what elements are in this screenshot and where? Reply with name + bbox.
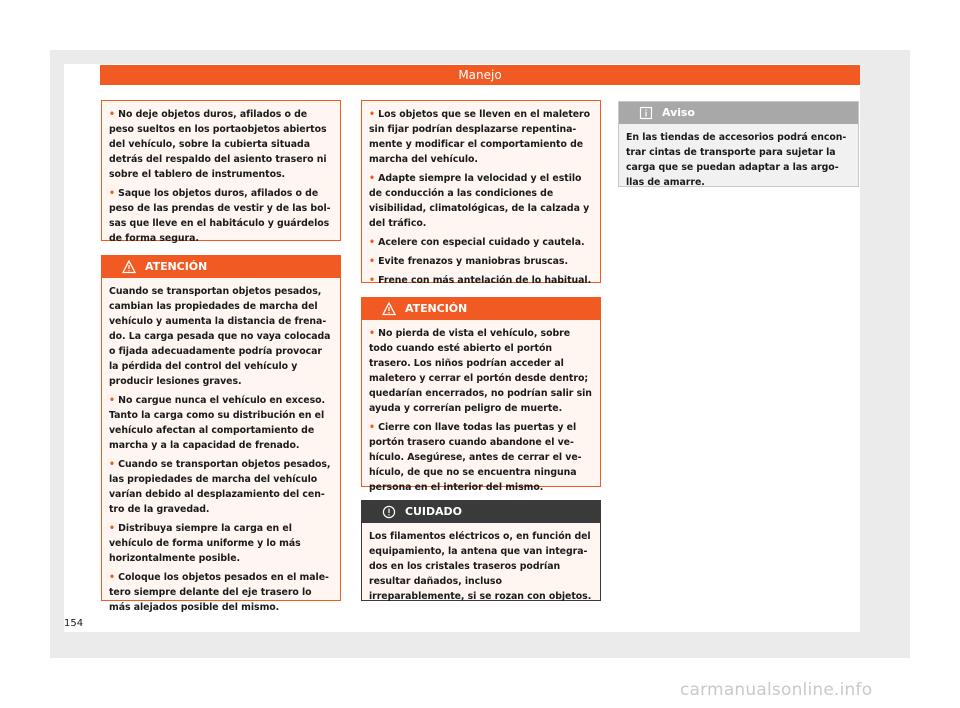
list-item: • No cargue nunca el vehículo en exceso. Tanto la carga como su distribución en el vehículo afectan al comportamiento de marcha y a la capacidad de frenado. bbox=[109, 395, 326, 451]
col1-warning-box bbox=[101, 255, 341, 613]
caution-title: CUIDADO bbox=[405, 505, 462, 518]
list-item: • Adapte siempre la velocidad y el estilo de conducción a las condiciones de visibilidad, climatológicas, de la calzada y del tráfico. bbox=[369, 173, 590, 229]
list-item: • Distribuya siempre la carga en el vehículo de forma uniforme y lo más horizontalmente posible. bbox=[109, 523, 301, 564]
list-item: • No deje objetos duros, afilados o de peso sueltos en los portaobjetos abiertos del vehículo, sobre la cubierta situada detrás del respaldo del asiento trasero ni sobre el tablero de instrumentos. bbox=[109, 109, 327, 180]
col2-intro-box bbox=[361, 100, 601, 286]
warning-header bbox=[102, 256, 340, 278]
note-paragraph: En las tiendas de accesorios podrá encontrar cintas de transporte para sujetar la carga que se puedan adaptar a las argollas de amarre. bbox=[626, 132, 847, 188]
warning-title: ATENCIÓN bbox=[405, 302, 468, 315]
page-number: 154 bbox=[64, 618, 84, 629]
list-item: • Los objetos que se lleven en el maletero sin fijar podrían desplazarse repentinamente y modificar el comportamiento de marcha del vehículo. bbox=[369, 109, 591, 165]
list-item: • Frene con más antelación de lo habitual. bbox=[369, 275, 592, 286]
warning-paragraph: Cuando se transportan objetos pesados, cambian las propiedades de marcha del vehículo y aumenta la distancia de frenado. La carga pesada que no vaya colocada o fijada adecuadamente podría provocar la pérdida del control del vehículo y producir lesiones graves. bbox=[109, 286, 331, 387]
list-item: • No pierda de vista el vehículo, sobre todo cuando esté abierto el portón trasero. Los niños podrían acceder al maletero y cerrar el portón desde dentro; quedarían encerrados, no podrían salir sin ayuda y correrían peligro de muerte. bbox=[369, 328, 592, 414]
info-icon bbox=[639, 106, 653, 120]
page-header bbox=[100, 65, 860, 85]
warning-title: ATENCIÓN bbox=[145, 260, 208, 273]
col2-warning-box bbox=[361, 297, 601, 493]
list-item: • Evite frenazos y maniobras bruscas. bbox=[369, 256, 568, 267]
col2-caution-box bbox=[361, 500, 601, 601]
watermark: carmanualsonline.info bbox=[680, 680, 873, 700]
list-item: • Acelere con especial cuidado y cautela. bbox=[369, 237, 585, 248]
warning-triangle-icon bbox=[122, 260, 136, 274]
list-item: • Cuando se transportan objetos pesados, las propiedades de marcha del vehículo varían debido al desplazamiento del centro de la gravedad. bbox=[109, 459, 331, 515]
note-title: Aviso bbox=[662, 106, 695, 119]
caution-paragraph: Los filamentos eléctricos o, en función del equipamiento, la antena que van integrados en los cristales traseros podrían resultar dañados, incluso irreparablemente, si se rozan con objetos. bbox=[369, 531, 592, 602]
col3-note-box bbox=[618, 101, 859, 187]
caution-header bbox=[362, 501, 600, 523]
list-item: • Saque los objetos duros, afilados o de peso de las prendas de vestir y de las bolsas que lleve en el habitáculo y guárdelos de forma segura. bbox=[109, 188, 331, 244]
list-item: • Cierre con llave todas las puertas y el portón trasero cuando abandone el vehículo. Asegúrese, antes de cerrar el vehículo, de que no se encuentra ninguna persona en el interior del mismo. bbox=[369, 422, 582, 493]
header-title: Manejo bbox=[458, 68, 502, 82]
warning-triangle-icon bbox=[382, 302, 396, 316]
col1-intro-box bbox=[101, 100, 341, 244]
list-item: • Coloque los objetos pesados en el maletero siempre delante del eje trasero lo más alejados posible del mismo. bbox=[109, 572, 329, 613]
warning-header bbox=[362, 298, 600, 320]
note-header bbox=[619, 102, 858, 124]
exclamation-circle-icon bbox=[382, 505, 396, 519]
